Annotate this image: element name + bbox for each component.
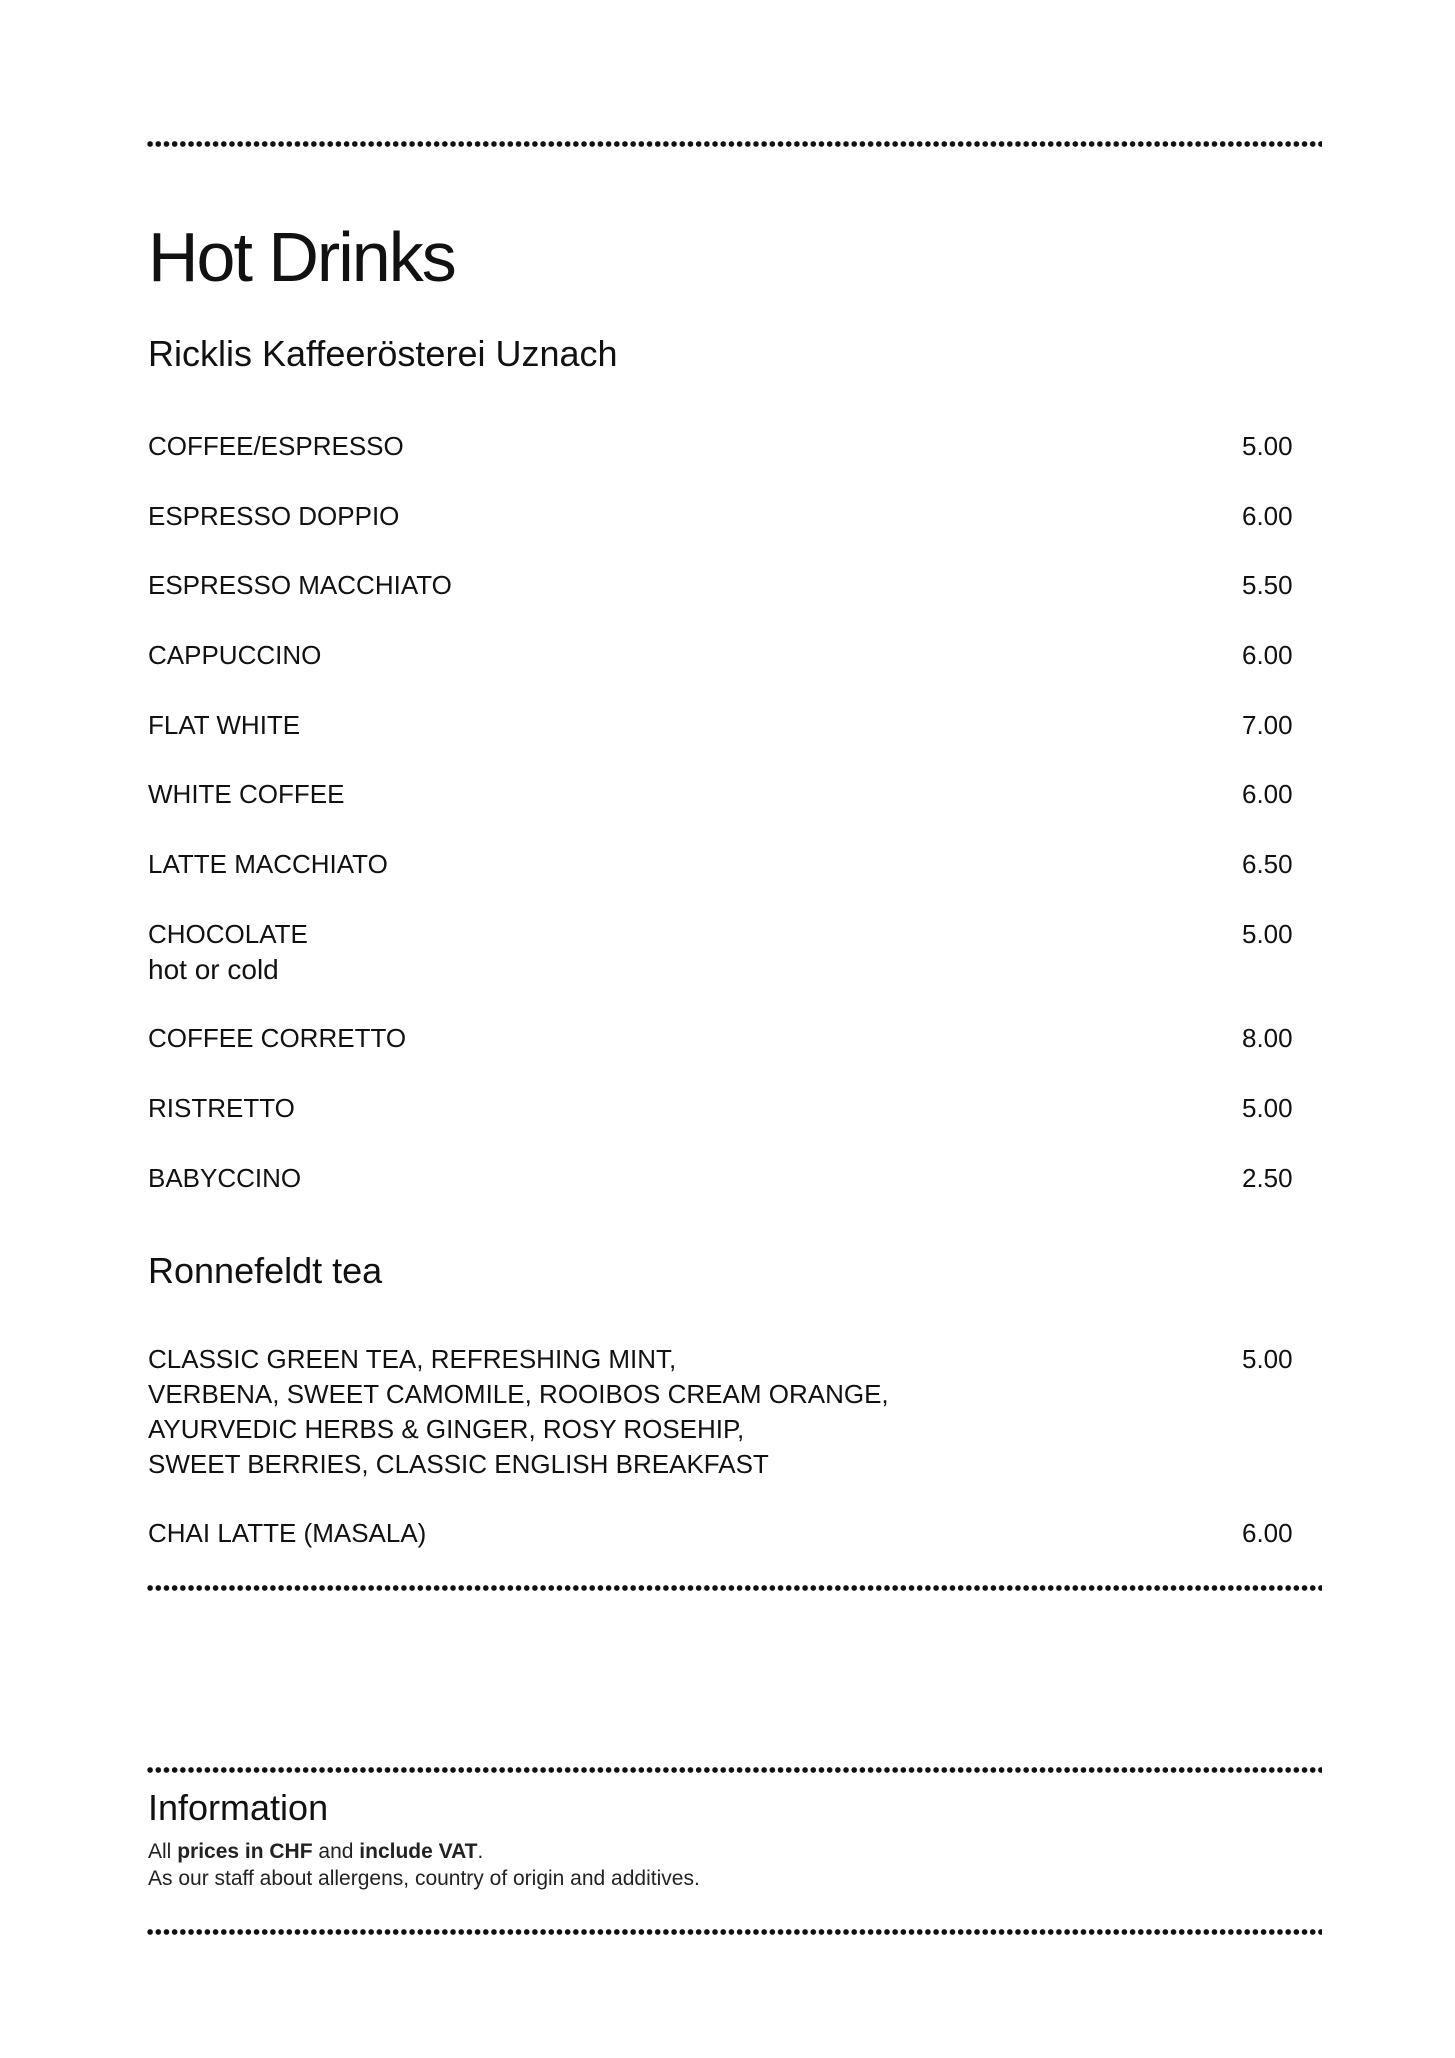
- item-name: RISTRETTO: [148, 1093, 295, 1123]
- item-name: CAPPUCCINO: [148, 640, 322, 670]
- item-name: LATTE MACCHIATO: [148, 849, 388, 879]
- item-name: COFFEE CORRETTO: [148, 1023, 407, 1053]
- item-name: CLASSIC GREEN TEA, REFRESHING MINT, VERBENA, SWEET CAMOMILE, ROOIBOS CREAM ORANGE, AYURVEDIC HERBS & GINGER, ROSY ROSEHIP, SWEET BERRIES, CLASSIC ENGLISH BREAKFAST: [148, 1344, 889, 1479]
- divider-info-bottom: [146, 1929, 1322, 1935]
- item-name: CHOCOLATE: [148, 919, 308, 949]
- info-text-highlight: prices in CHF: [177, 1840, 313, 1863]
- item-name: FLAT WHITE: [148, 710, 301, 740]
- page-title: Hot Drinks: [148, 218, 455, 296]
- item-note: hot or cold: [148, 954, 279, 985]
- divider-menu-end: [146, 1585, 1322, 1591]
- item-price: 7.00: [1242, 710, 1293, 740]
- item-name: CHAI LATTE (MASALA): [148, 1518, 427, 1548]
- item-name: WHITE COFFEE: [148, 779, 345, 809]
- item-price: 5.00: [1242, 1344, 1293, 1374]
- divider-top: [146, 141, 1322, 147]
- item-price: 5.50: [1242, 570, 1293, 600]
- info-text-segment: All: [148, 1840, 178, 1863]
- item-name: BABYCCINO: [148, 1163, 302, 1193]
- item-price: 6.00: [1242, 640, 1293, 670]
- item-price: 8.00: [1242, 1023, 1293, 1053]
- item-price: 5.00: [1242, 431, 1293, 461]
- item-price: 6.00: [1242, 779, 1293, 809]
- item-price: 6.00: [1242, 1518, 1293, 1548]
- item-name: ESPRESSO MACCHIATO: [148, 570, 452, 600]
- item-price: 5.00: [1242, 1093, 1293, 1123]
- info-text-segment: .: [477, 1840, 484, 1863]
- info-title: Information: [148, 1787, 329, 1828]
- item-name: COFFEE/ESPRESSO: [148, 431, 404, 461]
- divider-info-top: [146, 1767, 1322, 1773]
- info-text-highlight: include VAT: [359, 1840, 478, 1863]
- item-price: 2.50: [1242, 1163, 1293, 1193]
- info-line-prices: [148, 1839, 483, 1865]
- item-name: ESPRESSO DOPPIO: [148, 501, 400, 531]
- item-price: 5.00: [1242, 919, 1293, 949]
- section-title-tea: Ronnefeldt tea: [148, 1250, 383, 1291]
- item-price: 6.50: [1242, 849, 1293, 879]
- item-price: 6.00: [1242, 501, 1293, 531]
- section-subtitle-coffee: Ricklis Kaffeerösterei Uznach: [148, 333, 618, 374]
- info-text-segment: and: [312, 1840, 360, 1863]
- info-line-allergens: As our staff about allergens, country of origin and additives.: [148, 1867, 700, 1890]
